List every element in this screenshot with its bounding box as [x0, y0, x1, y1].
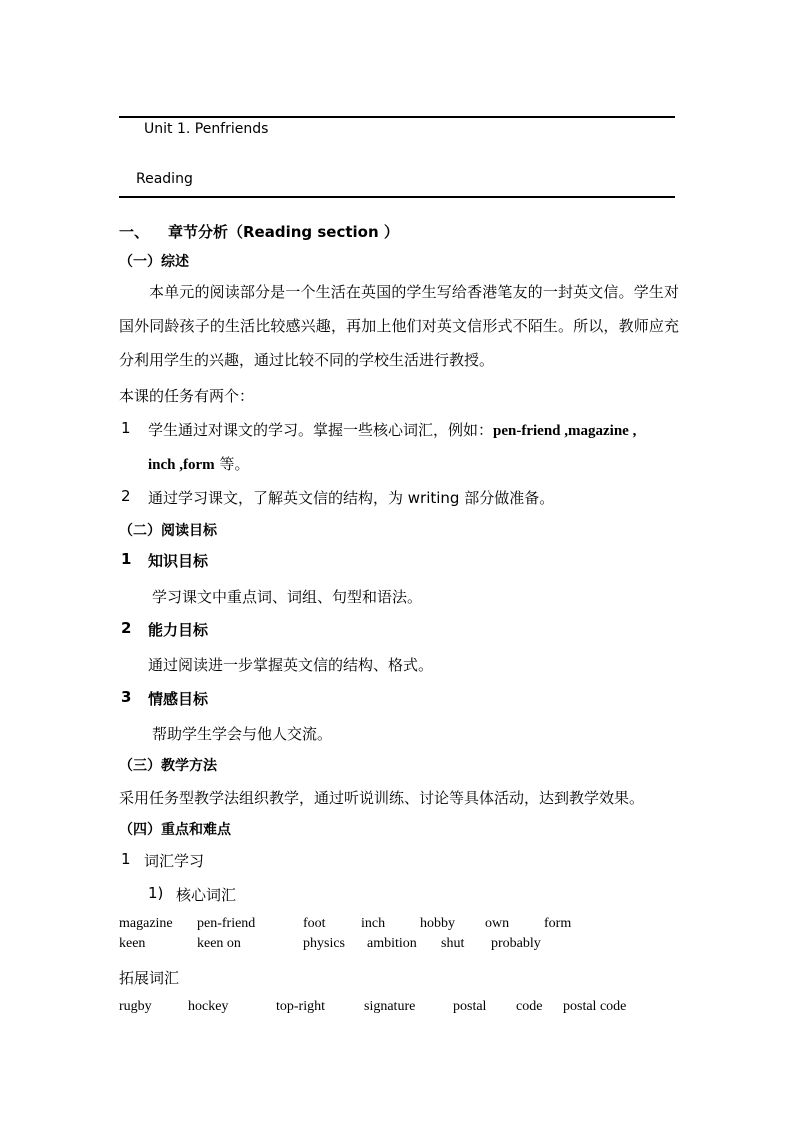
overview-paragraph-text: 本单元的阅读部分是一个生活在英国的学生写给香港笔友的一封英文信。学生对国外同龄孩子的生活比较感兴趣，再加上他们对英文信形式不陌生。所以，教师应充分利用学生的兴趣，通过比较不同的学校生活进行教授。	[119, 283, 679, 369]
goal1-number: 1	[121, 550, 132, 568]
task1-words: pen-friend ,magazine ,	[493, 423, 637, 439]
extended-word: rugby	[119, 999, 152, 1014]
core-word: keen on	[197, 936, 241, 951]
goal3-title: 情感目标	[148, 690, 209, 708]
core-word: probably	[491, 936, 541, 951]
goal2-text: 通过阅读进一步掌握英文信的结构、格式。	[148, 656, 434, 674]
task1-words2: inch ,form	[148, 457, 215, 473]
goal1-text: 学习课文中重点词、词组、句型和语法。	[152, 588, 423, 606]
goal3-text: 帮助学生学会与他人交流。	[152, 725, 333, 743]
extended-vocab-title: 拓展词汇	[119, 969, 180, 987]
method-text: 采用任务型教学法组织教学，通过听说训练、讨论等具体活动，达到教学效果。	[119, 789, 645, 807]
extended-word: signature	[364, 999, 416, 1014]
subsection-goals-title: （二）阅读目标	[119, 523, 217, 539]
bottom-rule	[119, 196, 675, 198]
extended-word: code	[516, 999, 543, 1014]
goal2-number: 2	[121, 619, 132, 637]
task1-line2	[148, 453, 249, 474]
goal1-title: 知识目标	[148, 552, 209, 570]
task2-text: 通过学习课文，了解英文信的结构，为 writing 部分做准备。	[148, 489, 555, 507]
subsection-method-title: （三）教学方法	[119, 758, 217, 774]
task1-number: 1	[121, 419, 131, 437]
task1-text: 学生通过对课文的学习。掌握一些核心词汇，例如：	[148, 421, 494, 439]
section-title: Reading	[136, 171, 193, 187]
core-word: foot	[303, 916, 326, 931]
section-number: 一、	[119, 223, 150, 241]
overview-paragraph	[119, 275, 679, 377]
core-word: magazine	[119, 916, 173, 931]
core-vocab-title: 核心词汇	[176, 886, 237, 904]
core-word: keen	[119, 936, 146, 951]
section-heading: 章节分析（Reading section ）	[168, 223, 399, 241]
core-word: shut	[441, 936, 465, 951]
goal3-number: 3	[121, 688, 132, 706]
core-word: own	[485, 916, 510, 931]
extended-word: hockey	[188, 999, 229, 1014]
core-vocab-number: 1)	[148, 884, 164, 902]
subsection-keypoints-title: （四）重点和难点	[119, 822, 231, 838]
core-word: pen-friend	[197, 916, 256, 931]
task-intro: 本课的任务有两个：	[119, 387, 255, 405]
vocab-item-title: 词汇学习	[144, 852, 205, 870]
unit-title: Unit 1. Penfriends	[144, 121, 269, 137]
core-word: hobby	[420, 916, 455, 931]
vocab-item-number: 1	[121, 850, 131, 868]
extended-word: top-right	[276, 999, 325, 1014]
core-word: ambition	[367, 936, 417, 951]
goal2-title: 能力目标	[148, 621, 209, 639]
core-word: form	[544, 916, 572, 931]
extended-word: postal	[453, 999, 487, 1014]
core-word: inch	[361, 916, 386, 931]
top-rule	[119, 116, 675, 118]
subsection-overview-title: （一）综述	[119, 254, 189, 270]
task2-number: 2	[121, 487, 131, 505]
core-word: physics	[303, 936, 345, 951]
task1-end: 等。	[214, 455, 250, 473]
extended-word: postal code	[563, 999, 627, 1014]
task1-line	[148, 419, 636, 440]
